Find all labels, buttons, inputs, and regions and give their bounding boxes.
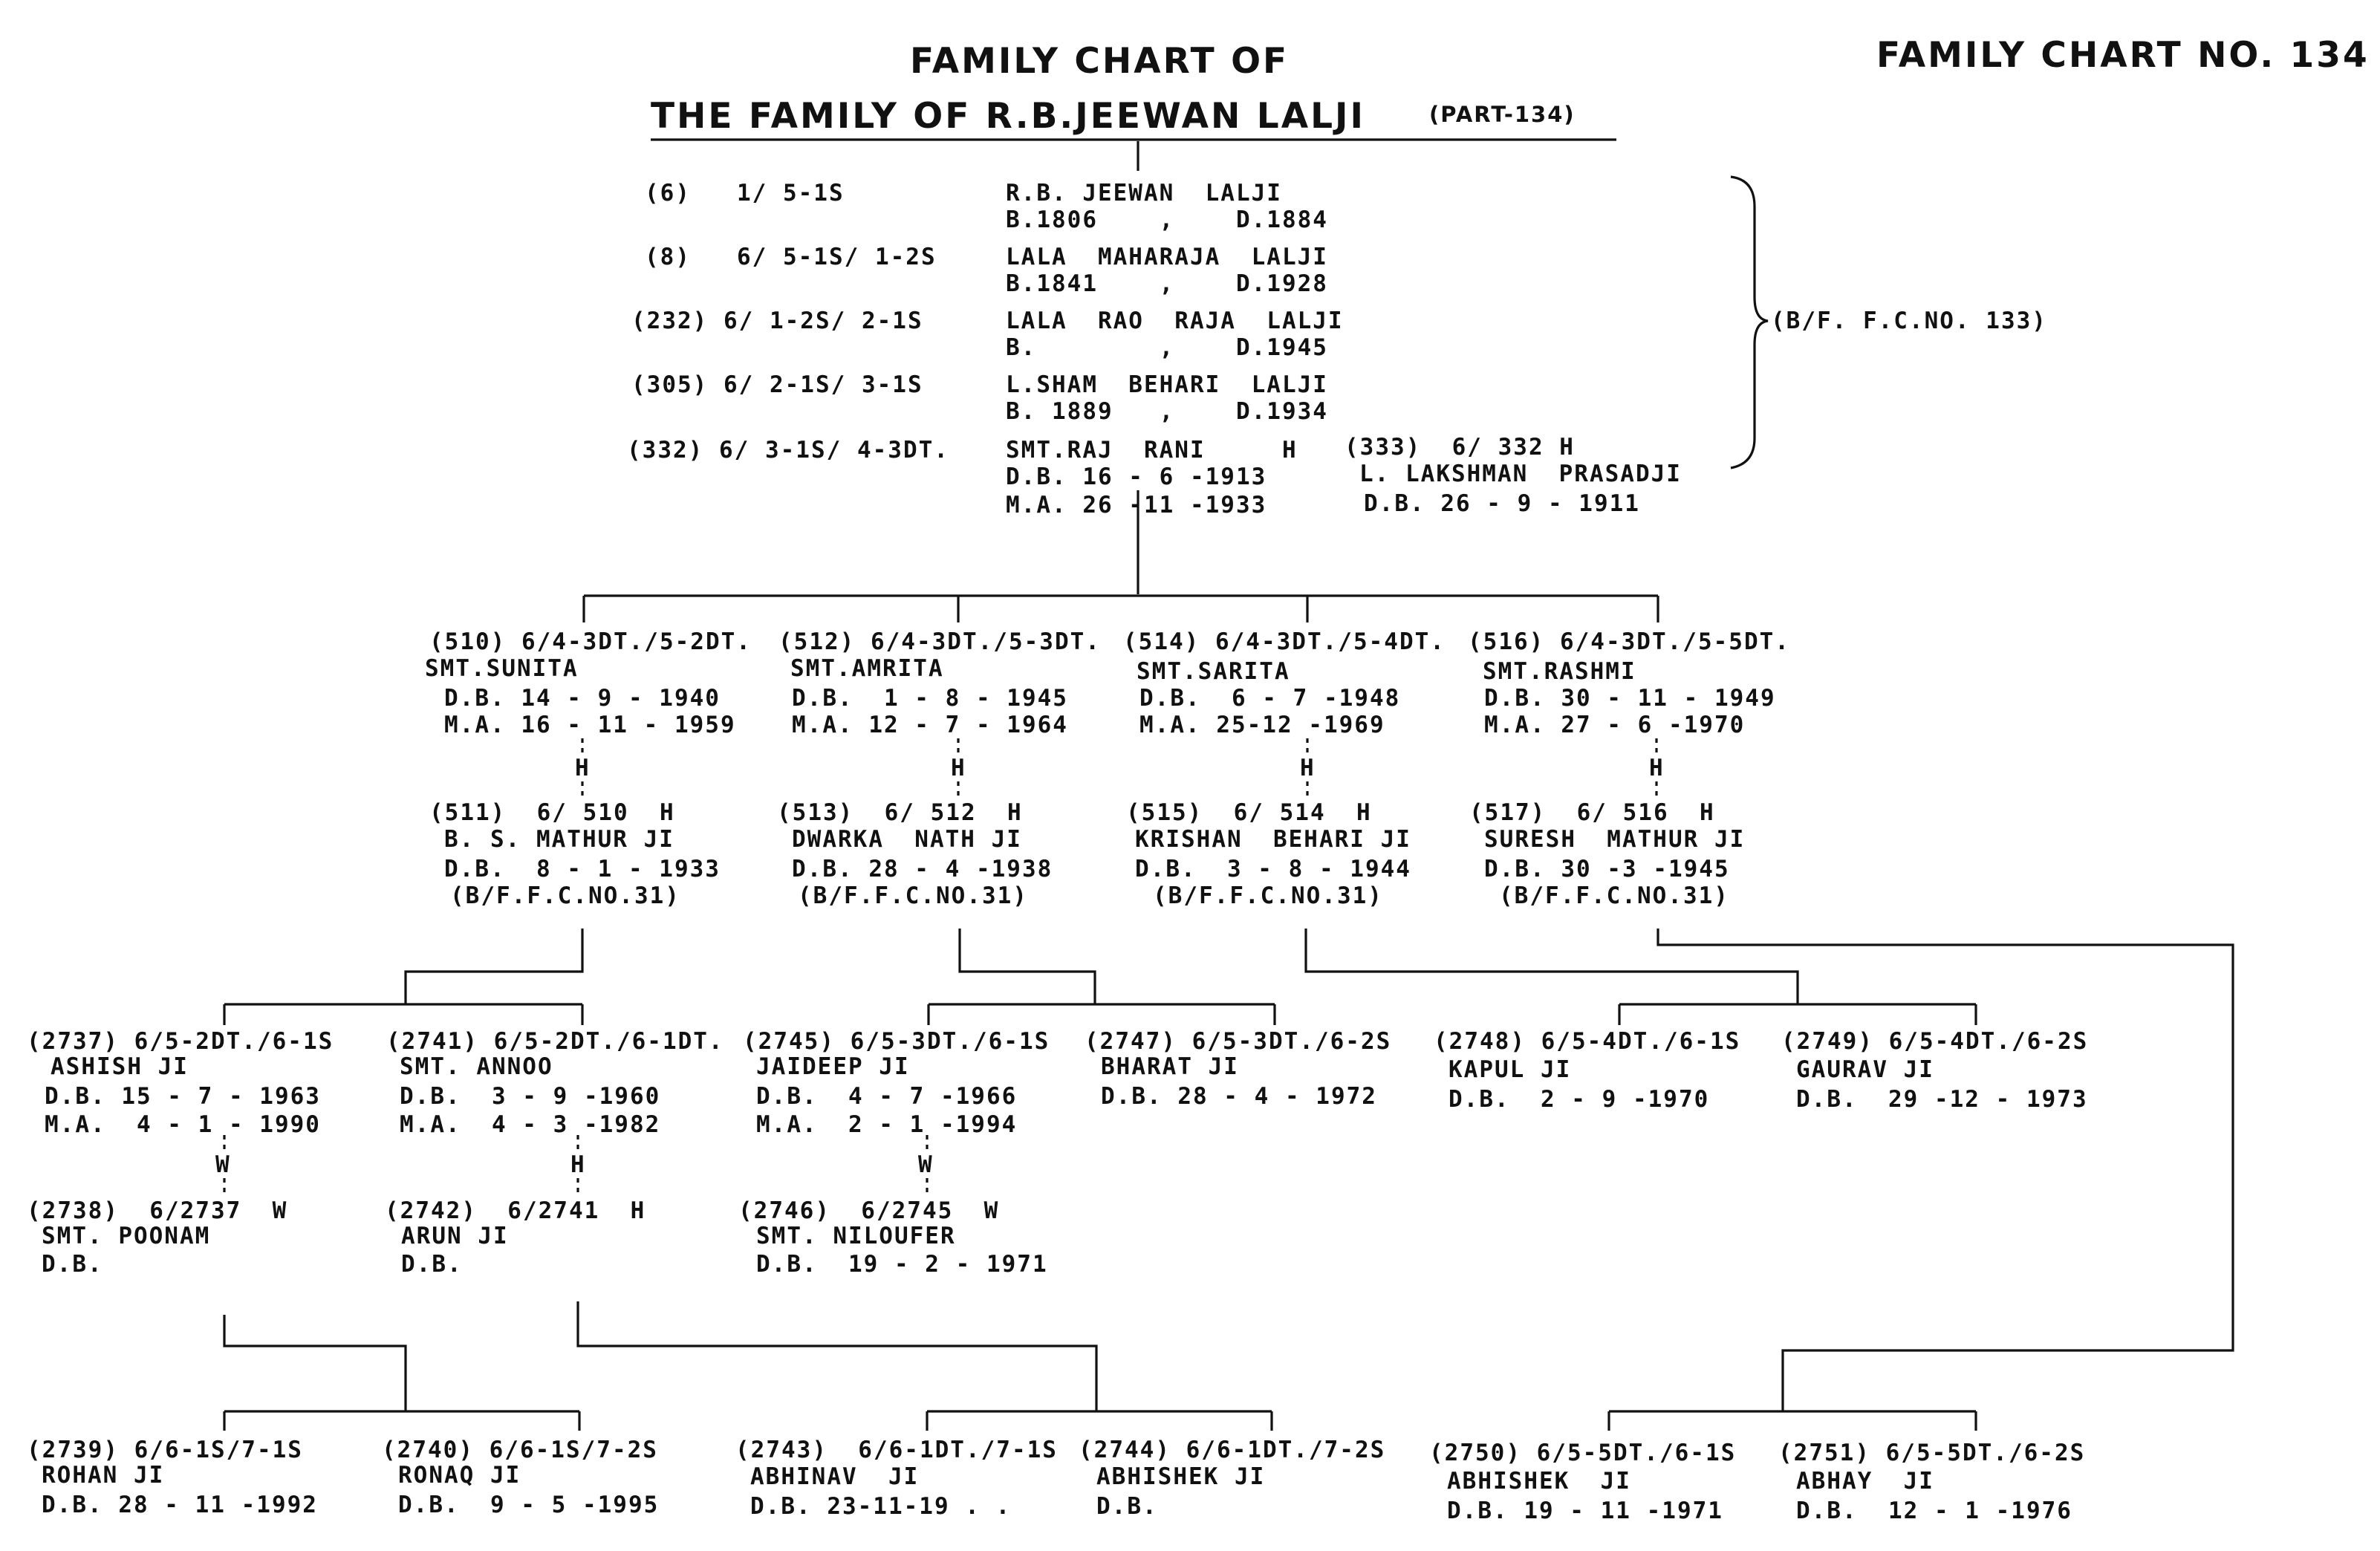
ancestor-dates: B.1806 , D.1884 <box>1006 207 1328 233</box>
person-name: ASHISH JI <box>51 1053 189 1080</box>
person-marriage: M.A. 16 - 11 - 1959 <box>444 712 736 738</box>
person-name: SMT.SUNITA <box>425 655 579 682</box>
person-birth: D.B. 9 - 5 -1995 <box>398 1492 660 1518</box>
spouse-code: (2738) 6/2737 W <box>27 1197 288 1224</box>
person-marriage: M.A. 4 - 3 -1982 <box>400 1111 661 1138</box>
spouse-code: (2742) 6/2741 H <box>385 1197 646 1224</box>
person-birth: D.B. 15 - 7 - 1963 <box>45 1083 321 1110</box>
person-code: (2747) 6/5-3DT./6-2S <box>1085 1028 1392 1055</box>
generation-5 <box>425 628 1790 909</box>
person-code: (2750) 6/5-5DT./6-1S <box>1429 1440 1737 1466</box>
person-marriage: M.A. 4 - 1 - 1990 <box>45 1111 321 1138</box>
person-birth: D.B. 14 - 9 - 1940 <box>444 685 721 712</box>
spouse-name: SURESH MATHUR JI <box>1484 826 1746 853</box>
spouse-code: (515) 6/ 514 H <box>1126 799 1372 826</box>
chart-part-label: (PART-134) <box>1429 102 1576 127</box>
brace-reference: (B/F. F.C.NO. 133) <box>1771 308 2047 334</box>
person-name: SMT.SARITA <box>1137 658 1290 685</box>
spouse-birth: D.B. <box>42 1251 103 1278</box>
ancestor-name: LALA RAO RAJA LALJI <box>1006 308 1344 334</box>
person-name: RONAQ JI <box>398 1462 521 1489</box>
spouse-birth: D.B. <box>401 1251 463 1278</box>
spouse-reference: (B/F.F.C.NO.31) <box>1499 882 1729 909</box>
ancestor-code: (332) 6/ 3-1S/ 4-3DT. <box>627 437 949 464</box>
spouse-name: SMT. NILOUFER <box>756 1223 956 1249</box>
person-marriage: M.A. 25-12 -1969 <box>1139 712 1385 738</box>
spouse-name: L. LAKSHMAN PRASADJI <box>1359 461 1682 487</box>
spouse-name: DWARKA NATH JI <box>792 826 1022 853</box>
ancestor-code: (305) 6/ 2-1S/ 3-1S <box>631 371 923 398</box>
ancestor-name: L.SHAM BEHARI LALJI <box>1006 371 1328 398</box>
person-marriage: M.A. 27 - 6 -1970 <box>1484 712 1746 738</box>
person-birth: D.B. 2 - 9 -1970 <box>1449 1086 1710 1113</box>
chart-number: FAMILY CHART NO. 134 <box>1876 35 2370 76</box>
ancestor-dates: B. 1889 , D.1934 <box>1006 398 1328 425</box>
spouse-birth: D.B. 8 - 1 - 1933 <box>444 856 721 882</box>
ancestor-code: (8) 6/ 5-1S/ 1-2S <box>645 244 937 270</box>
chart-title-line1: FAMILY CHART OF <box>910 41 1290 82</box>
ancestor-name: SMT.RAJ RANI <box>1006 437 1206 464</box>
person-name: KAPUL JI <box>1449 1056 1572 1083</box>
person-name: ABHISHEK JI <box>1447 1468 1631 1495</box>
person-birth: D.B. <box>1096 1493 1158 1520</box>
ancestor-name: LALA MAHARAJA LALJI <box>1006 244 1328 270</box>
person-birth: D.B. 1 - 8 - 1945 <box>792 685 1068 712</box>
spouse-reference: (B/F.F.C.NO.31) <box>450 882 680 909</box>
generation-6 <box>27 1028 2088 1278</box>
spouse-reference: (B/F.F.C.NO.31) <box>798 882 1028 909</box>
person-code: (2749) 6/5-4DT./6-2S <box>1781 1028 2089 1055</box>
person-birth: D.B. 4 - 7 -1966 <box>756 1083 1018 1110</box>
spouse-code: (333) 6/ 332 H <box>1345 434 1575 461</box>
person-code: (514) 6/4-3DT./5-4DT. <box>1123 628 1446 655</box>
person-birth: D.B. 28 - 4 - 1972 <box>1101 1083 1377 1110</box>
person-birth: D.B. 30 - 11 - 1949 <box>1484 685 1776 712</box>
spouse-code: (511) 6/ 510 H <box>429 799 675 826</box>
chart-title-line2: THE FAMILY OF R.B.JEEWAN LALJI <box>651 96 1366 137</box>
ancestor-code: (232) 6/ 1-2S/ 2-1S <box>631 308 923 334</box>
person-code: (2740) 6/6-1S/7-2S <box>382 1437 658 1463</box>
person-code: (2745) 6/5-3DT./6-1S <box>743 1028 1050 1055</box>
person-code: (2737) 6/5-2DT./6-1S <box>27 1028 334 1055</box>
spouse-code: (2746) 6/2745 W <box>738 1197 1000 1224</box>
person-name: ROHAN JI <box>42 1462 165 1489</box>
person-code: (2744) 6/6-1DT./7-2S <box>1079 1437 1386 1463</box>
person-name: ABHAY JI <box>1796 1468 1934 1495</box>
spouse-relation-marker: H <box>1282 437 1296 464</box>
spouse-birth: D.B. 19 - 2 - 1971 <box>756 1251 1048 1278</box>
person-name: ABHISHEK JI <box>1096 1463 1266 1490</box>
person-birth: D.B. 28 - 11 -1992 <box>42 1492 318 1518</box>
spouse-name: B. S. MATHUR JI <box>444 826 674 853</box>
person-code: (510) 6/4-3DT./5-2DT. <box>429 628 752 655</box>
person-name: SMT.RASHMI <box>1483 658 1636 685</box>
relation-marker: W <box>918 1151 932 1178</box>
spouse-name: KRISHAN BEHARI JI <box>1135 826 1411 853</box>
spouse-birth: D.B. 3 - 8 - 1944 <box>1135 856 1411 882</box>
relation-marker: H <box>570 1151 585 1178</box>
spouse-birth: D.B. 28 - 4 -1938 <box>792 856 1053 882</box>
spouse-dates: D.B. 26 - 9 - 1911 <box>1364 490 1640 517</box>
ancestor-name: R.B. JEEWAN LALJI <box>1006 180 1282 207</box>
spouse-birth: D.B. 30 -3 -1945 <box>1484 856 1730 882</box>
person-code: (2748) 6/5-4DT./6-1S <box>1434 1028 1741 1055</box>
person-birth: D.B. 12 - 1 -1976 <box>1796 1498 2072 1524</box>
ancestor-code: (6) 1/ 5-1S <box>645 180 845 207</box>
spouse-name: SMT. POONAM <box>42 1223 211 1249</box>
spouse-code: (513) 6/ 512 H <box>777 799 1023 826</box>
person-code: (512) 6/4-3DT./5-3DT. <box>778 628 1101 655</box>
person-birth: D.B. 6 - 7 -1948 <box>1139 685 1401 712</box>
spouse-name: ARUN JI <box>401 1223 509 1249</box>
person-code: (2751) 6/5-5DT./6-2S <box>1778 1440 2086 1466</box>
person-birth: D.B. 29 -12 - 1973 <box>1796 1086 2088 1113</box>
person-name: GAURAV JI <box>1796 1056 1934 1083</box>
person-code: (2739) 6/6-1S/7-1S <box>27 1437 303 1463</box>
person-marriage: M.A. 12 - 7 - 1964 <box>792 712 1068 738</box>
relation-marker: W <box>215 1151 230 1178</box>
person-marriage: M.A. 2 - 1 -1994 <box>756 1111 1018 1138</box>
ancestor-dates: B. , D.1945 <box>1006 334 1328 361</box>
relation-marker: H <box>951 755 965 781</box>
ancestor-line <box>627 180 1682 518</box>
person-birth: D.B. 3 - 9 -1960 <box>400 1083 661 1110</box>
person-name: SMT.AMRITA <box>790 655 944 682</box>
person-code: (516) 6/4-3DT./5-5DT. <box>1468 628 1790 655</box>
relation-marker: H <box>575 755 589 781</box>
person-birth: D.B. 23-11-19 . . <box>750 1493 1012 1520</box>
ancestor-dates: B.1841 , D.1928 <box>1006 270 1328 297</box>
generation-7 <box>27 1437 2085 1524</box>
person-name: ABHINAV JI <box>750 1463 920 1490</box>
relation-marker: H <box>1649 755 1663 781</box>
relation-marker: H <box>1300 755 1314 781</box>
ancestor-marriage: M.A. 26 -11 -1933 <box>1006 492 1267 518</box>
spouse-code: (517) 6/ 516 H <box>1469 799 1715 826</box>
person-birth: D.B. 19 - 11 -1971 <box>1447 1498 1723 1524</box>
spouse-reference: (B/F.F.C.NO.31) <box>1153 882 1383 909</box>
person-name: JAIDEEP JI <box>756 1053 910 1080</box>
person-name: BHARAT JI <box>1101 1053 1239 1080</box>
person-code: (2743) 6/6-1DT./7-1S <box>735 1437 1058 1463</box>
person-code: (2741) 6/5-2DT./6-1DT. <box>386 1028 724 1055</box>
ancestor-dates: D.B. 16 - 6 -1913 <box>1006 464 1267 490</box>
person-name: SMT. ANNOO <box>400 1053 553 1080</box>
